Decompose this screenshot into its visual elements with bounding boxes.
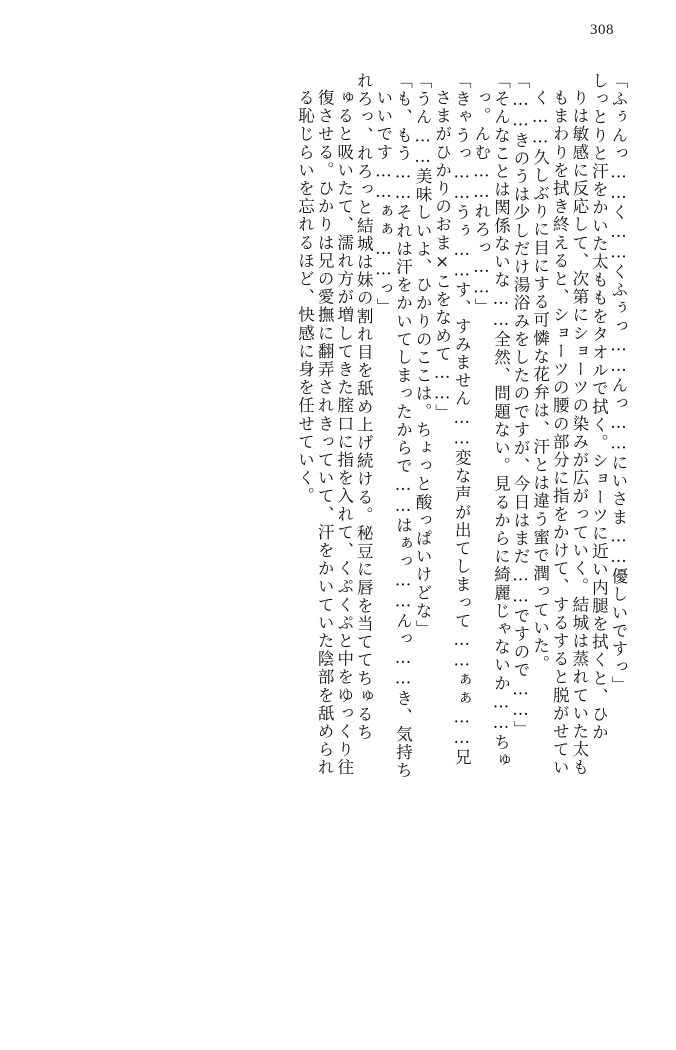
text-column: しっとりと汗をかいた太ももをタオルで拭く。ショーツに近い内腿を拭くと、ひか	[589, 72, 609, 742]
text-column: さまがひかりのおま×こをなめて……」	[432, 89, 452, 423]
text-column: っ。んむ……れろっ……」	[471, 89, 491, 317]
text-column: 「きゃうっ……うぅ……す、すみません……変な声が出てしまって……ぁぁ……兄	[452, 72, 472, 767]
page-number: 308	[590, 22, 614, 38]
text-column: 「……きのうは少しだけ湯浴みをしたのですが、今日はまだ……ですので……」	[511, 72, 531, 739]
body-text-block	[50, 72, 626, 1010]
text-column: る恥じらいを忘れるほど、快感に身を任せていく。	[295, 89, 315, 506]
text-column: 復させる。ひかりは兄の愛撫に翻弄されきっていて、汗をかいていた陰部を舐められ	[315, 89, 335, 777]
text-column: 「も、もう……それは汗をかいてしまったからで……はぁっ……んっ……き、気持ち	[393, 72, 413, 780]
text-column: ゅると吸いたて、濡れ方が増してきた腟口に指を入れて、くぷくぷと中をゆっくり往	[334, 89, 354, 777]
text-column: もまわりを拭き終えると、ショーツの腰の部分に指をかけて、するすると脱がせてい	[550, 89, 570, 777]
text-column: れろっ、れろっと結城は妹の割れ目を舐め上げ続ける。秘豆に唇を当ててちゅるち	[354, 72, 374, 742]
text-column: 「そんなことは関係ないな……全然、問題ない。見るからに綺麗じゃないか……ちゅ	[491, 72, 511, 770]
text-column: りは敏感に反応して、次第にショーツの染みが広がっていく。結城は蒸れていた太も	[569, 89, 589, 777]
text-column: 「うん……美味しいよ、ひかりのここは。ちょっと酸っぱいけどな」	[413, 72, 433, 639]
text-column: 「ふぅんっ……く……くふぅっ……んっ……にいさま……優しいですっ」	[609, 72, 628, 695]
text-column: いいです……ぁぁ……っ」	[373, 89, 393, 317]
text-column: く……久しぶりに目にする可憐な花弁は、汗とは違う蜜で潤っていた。	[530, 89, 550, 674]
